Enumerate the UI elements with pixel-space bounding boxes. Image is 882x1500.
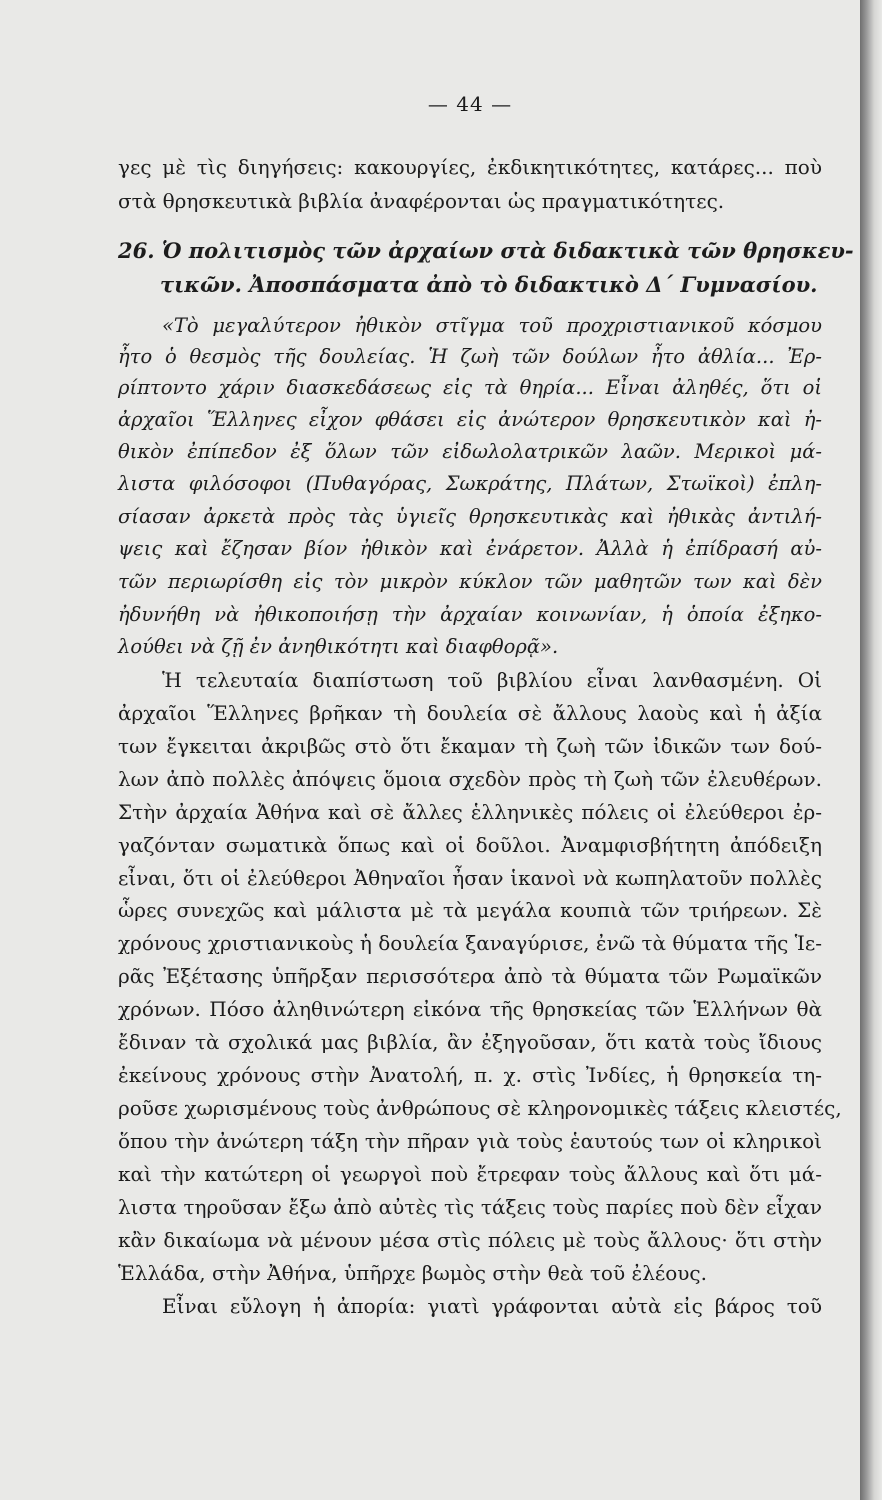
text-line: γες μὲ τὶς διηγήσεις: κακουργίες, ἐκδικητικότητες, κατάρες... ποὺ [118, 155, 822, 179]
scan-edge [860, 0, 882, 1500]
paragraph-line: ρᾶς Ἐξέτασης ὑπῆρξαν περισσότερα ἀπὸ τὰ θύματα τῶν Ρωμαϊκῶν [118, 964, 822, 988]
quote-line: τῶν περιωρίσθη εἰς τὸν μικρὸν κύκλον τῶν μαθητῶν των καὶ δὲν [118, 570, 822, 593]
paragraph-line: Ἡ τελευταία διαπίστωση τοῦ βιβλίου εἶναι λανθασμένη. Οἱ [162, 668, 822, 692]
quote-line: λούθει νὰ ζῇ ἐν ἀνηθικότητι καὶ διαφθορᾷ». [118, 635, 559, 658]
paragraph-line: γαζόνταν σωματικὰ ὅπως καὶ οἱ δοῦλοι. Ἀναμφισβήτητη ἀπόδειξη [118, 833, 822, 857]
paragraph-line: κἂν δικαίωμα νὰ μένουν μέσα στὶς πόλεις μὲ τοὺς ἄλλους· ὅτι στὴν [118, 1228, 822, 1252]
quote-line: λιστα φιλόσοφοι (Πυθαγόρας, Σωκράτης, Πλάτων, Στωϊκοὶ) ἐπλη- [118, 472, 822, 495]
section-heading-line: τικῶν. Ἀποσπάσματα ἀπὸ τὸ διδακτικὸ Δ΄ Γυμνασίου. [160, 272, 818, 297]
paragraph-line: Στὴν ἀρχαία Ἀθήνα καὶ σὲ ἄλλες ἑλληνικὲς πόλεις οἱ ἐλεύθεροι ἐρ- [118, 800, 822, 824]
section-heading-line: 26. Ὁ πολιτισμὸς τῶν ἀρχαίων στὰ διδακτικὰ τῶν θρησκευ- [118, 238, 854, 263]
paragraph-line: ἔδιναν τὰ σχολικά μας βιβλία, ἂν ἐξηγοῦσαν, ὅτι κατὰ τοὺς ἴδιους [118, 1030, 822, 1054]
quote-line: ἦτο ὁ θεσμὸς τῆς δουλείας. Ἡ ζωὴ τῶν δούλων ἦτο ἀθλία... Ἐρ- [118, 345, 822, 368]
page-number: — 44 — [427, 92, 513, 116]
quote-line: σίασαν ἀρκετὰ πρὸς τὰς ὑγιεῖς θρησκευτικὰς καὶ ἠθικὰς ἀντιλή- [118, 505, 822, 528]
paragraph-line: ὅπου τὴν ἀνώτερη τάξη τὴν πῆραν γιὰ τοὺς ἑαυτούς των οἱ κληρικοὶ [118, 1129, 822, 1153]
paragraph-line: εἶναι, ὅτι οἱ ἐλεύθεροι Ἀθηναῖοι ἦσαν ἱκανοὶ νὰ κωπηλατοῦν πολλὲς [118, 866, 822, 890]
quote-line: ἠδυνήθη νὰ ἠθικοποιήσῃ τὴν ἀρχαίαν κοινωνίαν, ἡ ὁποία ἐξηκο- [118, 603, 822, 626]
paragraph-line: Εἶναι εὔλογη ἡ ἀπορία: γιατὶ γράφονται αὐτὰ εἰς βάρος τοῦ [162, 1294, 822, 1318]
quote-line: θικὸν ἐπίπεδον ἐξ ὅλων τῶν εἰδωλολατρικῶν λαῶν. Μερικοὶ μά- [118, 440, 822, 463]
book-page [118, 0, 854, 1500]
paragraph-line: λιστα τηροῦσαν ἔξω ἀπὸ αὐτὲς τὶς τάξεις τοὺς παρίες ποὺ δὲν εἶχαν [118, 1195, 822, 1219]
paragraph-line: χρόνων. Πόσο ἀληθινώτερη εἰκόνα τῆς θρησκείας τῶν Ἑλλήνων θὰ [118, 997, 822, 1021]
text-line: στὰ θρησκευτικὰ βιβλία ἀναφέρονται ὡς πραγματικότητες. [118, 189, 725, 213]
paragraph-line: ἀρχαῖοι Ἕλληνες βρῆκαν τὴ δουλεία σὲ ἄλλους λαοὺς καὶ ἡ ἀξία [118, 701, 822, 725]
quote-line: ρίπτοντο χάριν διασκεδάσεως εἰς τὰ θηρία... Εἶναι ἀληθές, ὅτι οἱ [118, 376, 822, 399]
quote-line: ψεις καὶ ἔζησαν βίον ἠθικὸν καὶ ἐνάρετον. Ἀλλὰ ἡ ἐπίδρασή αὐ- [118, 537, 822, 560]
paragraph-line: ροῦσε χωρισμένους τοὺς ἀνθρώπους σὲ κληρονομικὲς τάξεις κλειστές, [118, 1096, 842, 1120]
quote-line: ἀρχαῖοι Ἕλληνες εἶχον φθάσει εἰς ἀνώτερον θρησκευτικὸν καὶ ἠ- [118, 408, 822, 431]
paragraph-line: Ἑλλάδα, στὴν Ἀθήνα, ὑπῆρχε βωμὸς στὴν θεὰ τοῦ ἐλέους. [118, 1261, 707, 1285]
paragraph-line: των ἔγκειται ἀκριβῶς στὸ ὅτι ἔκαμαν τὴ ζωὴ τῶν ἰδικῶν των δού- [118, 734, 822, 758]
paragraph-line: χρόνους χριστιανικοὺς ἡ δουλεία ξαναγύρισε, ἐνῶ τὰ θύματα τῆς Ἱε- [118, 931, 822, 955]
paragraph-line: λων ἀπὸ πολλὲς ἀπόψεις ὅμοια σχεδὸν πρὸς τὴ ζωὴ τῶν ἐλευθέρων. [118, 767, 822, 791]
paragraph-line: καὶ τὴν κατώτερη οἱ γεωργοὶ ποὺ ἔτρεφαν τοὺς ἄλλους καὶ ὅτι μά- [118, 1162, 822, 1186]
paragraph-line: ἐκείνους χρόνους στὴν Ἀνατολή, π. χ. στὶς Ἰνδίες, ἡ θρησκεία τη- [118, 1063, 822, 1087]
paragraph-line: ὧρες συνεχῶς καὶ μάλιστα μὲ τὰ μεγάλα κουπιὰ τῶν τριήρεων. Σὲ [118, 898, 822, 922]
quote-line: «Τὸ μεγαλύτερον ἠθικὸν στῖγμα τοῦ προχριστιανικοῦ κόσμου [162, 314, 822, 337]
